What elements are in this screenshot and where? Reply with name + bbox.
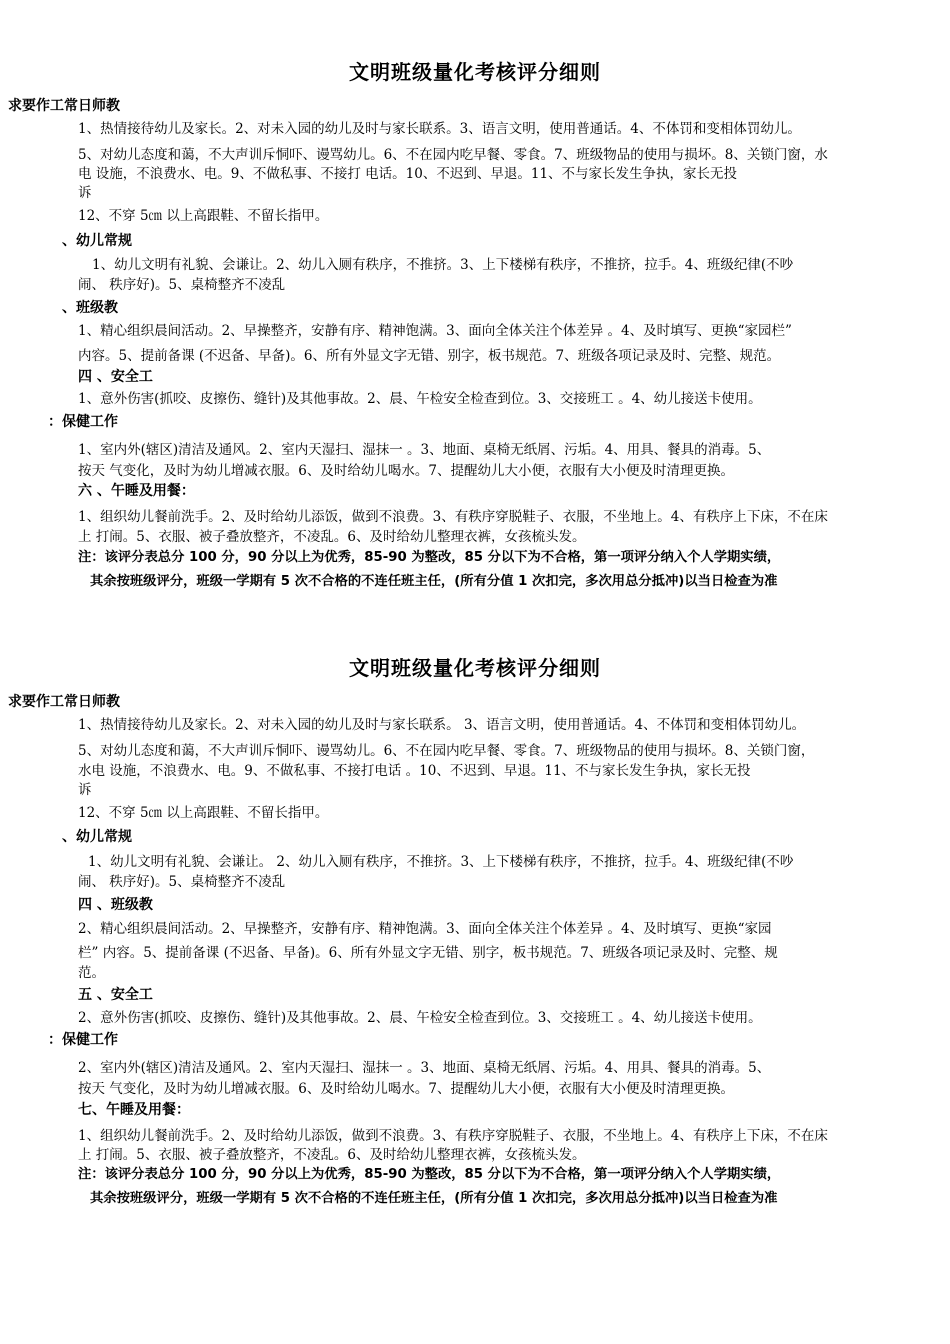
section-heading: 、幼儿常规: [62, 829, 132, 845]
rule-text: 按天 气变化，及时为幼儿增减衣服。6、及时给幼儿喝水。7、提醒幼儿大小便，衣服有大小便及时清理更换。: [78, 1081, 734, 1097]
rule-text: 5、对幼儿态度和蔼，不大声训斥恫吓、谩骂幼儿。6、不在园内吃早餐、零食。7、班级物品的使用与损坏。8、关锁门窗，: [78, 743, 815, 759]
note-text: 注：该评分表总分 100 分，90 分以上为优秀，85-90 为整改，85 分以下为不合格，第一项评分纳入个人学期实绩，: [78, 1167, 781, 1182]
rule-text: 1、精心组织晨间活动。2、早操整齐，安静有序、精神饱满。3、面向全体关注个体差异 。4、及时填写、更换“家园栏”: [78, 323, 792, 339]
rule-text: 12、不穿 5㎝ 以上高跟鞋、不留长指甲。: [78, 208, 329, 224]
rule-text: 1、组织幼儿餐前洗手。2、及时给幼儿添饭，做到不浪费。3、有秩序穿脱鞋子、衣服，不坐地上。4、有秩序上下床，不在床: [78, 509, 828, 525]
section-heading: 、幼儿常规: [62, 233, 132, 249]
rule-text: 按天 气变化，及时为幼儿增减衣服。6、及时给幼儿喝水。7、提醒幼儿大小便，衣服有大小便及时清理更换。: [78, 463, 734, 479]
section-heading: 、班级教: [62, 300, 118, 316]
rule-text: 电 设施，不浪费水、电。9、不做私事、不接打 电话。10、不迟到、早退。11、不与家长发生争执，家长无投: [78, 166, 738, 182]
rule-text: 1、室内外(辖区)清洁及通风。2、室内天湿扫、湿抹一 。3、地面、桌椅无纸屑、污垢。4、用具、餐具的消毒。5、: [78, 442, 771, 458]
section-heading: ：保健工作: [48, 414, 118, 430]
section-heading: 七、午睡及用餐：: [78, 1102, 190, 1118]
rule-text: 1、组织幼儿餐前洗手。2、及时给幼儿添饭，做到不浪费。3、有秩序穿脱鞋子、衣服，不坐地上。4、有秩序上下床，不在床: [78, 1128, 828, 1144]
rule-text: 栏” 内容。5、提前备课 (不迟备、早备)。6、所有外显文字无错、别字，板书规范。7、班级各项记录及时、完整、规: [78, 945, 778, 961]
document-title: 文明班级量化考核评分细则: [349, 656, 601, 680]
rule-text: 5、对幼儿态度和蔼，不大声训斥恫吓、谩骂幼儿。6、不在园内吃早餐、零食。7、班级物品的使用与损坏。8、关锁门窗，水: [78, 147, 828, 163]
section-heading: ：保健工作: [48, 1032, 118, 1048]
rule-text: 内容。5、提前备课 (不迟备、早备)。6、所有外显文字无错、别字，板书规范。7、班级各项记录及时、完整、规范。: [78, 348, 781, 364]
note-text: 注：该评分表总分 100 分，90 分以上为优秀，85-90 为整改，85 分以下为不合格，第一项评分纳入个人学期实绩，: [78, 550, 781, 565]
rule-text: 闹、 秩序好)。5、桌椅整齐不凌乱: [78, 874, 286, 890]
rule-text: 1、热情接待幼儿及家长。2、对未入园的幼儿及时与家长联系。 3、语言文明，使用普通话。4、不体罚和变相体罚幼儿。: [78, 717, 806, 733]
rule-text: 诉: [78, 782, 92, 798]
rule-text: 闹、 秩序好)。5、桌椅整齐不凌乱: [78, 277, 286, 293]
document-title: 文明班级量化考核评分细则: [349, 60, 601, 84]
rule-text: 2、精心组织晨间活动。2、早操整齐，安静有序、精神饱满。3、面向全体关注个体差异 。4、及时填写、更换“家园: [78, 921, 772, 937]
section-heading: 四 、班级教: [78, 897, 153, 913]
rule-text: 诉: [78, 185, 92, 201]
section-heading: 六 、午睡及用餐：: [78, 483, 195, 499]
rule-text: 范。: [78, 965, 105, 981]
rule-text: 1、热情接待幼儿及家长。2、对未入园的幼儿及时与家长联系。3、语言文明，使用普通话。4、不体罚和变相体罚幼儿。: [78, 121, 801, 137]
rule-text: 2、室内外(辖区)清洁及通风。2、室内天湿扫、湿抹一 。3、地面、桌椅无纸屑、污垢。4、用具、餐具的消毒。5、: [78, 1060, 771, 1076]
rule-text: 水电 设施，不浪费水、电。9、不做私事、不接打电话 。10、不迟到、早退。11、不与家长发生争执，家长无投: [78, 763, 751, 779]
section-heading: 求要作工常日师教: [8, 98, 120, 114]
note-text: 其余按班级评分，班级一学期有 5 次不合格的不连任班主任，(所有分值 1 次扣完，多次用总分抵冲)以当日检查为准: [90, 574, 778, 589]
rule-text: 2、意外伤害(抓咬、皮擦伤、缝针)及其他事故。2、晨、午检安全检查到位。3、交接班工 。4、幼儿接送卡使用。: [78, 1010, 762, 1026]
rule-text: 1、幼儿文明有礼貌、会谦让。 2、幼儿入厕有秩序，不推挤。3、上下楼梯有秩序，不推挤，拉手。4、班级纪律(不吵: [88, 854, 794, 870]
section-heading: 四 、安全工: [78, 369, 153, 385]
section-heading: 五 、安全工: [78, 987, 153, 1003]
rule-text: 上 打闹。5、衣服、被子叠放整齐，不凌乱。6、及时给幼儿整理衣裤，女孩梳头发。: [78, 529, 586, 545]
rule-text: 1、意外伤害(抓咬、皮擦伤、缝针)及其他事故。2、晨、午检安全检查到位。3、交接班工 。4、幼儿接送卡使用。: [78, 391, 762, 407]
rule-text: 上 打闹。5、衣服、被子叠放整齐，不凌乱。6、及时给幼儿整理衣裤，女孩梳头发。: [78, 1147, 586, 1163]
section-heading: 求要作工常日师教: [8, 694, 120, 710]
rule-text: 1、幼儿文明有礼貌、会谦让。2、幼儿入厕有秩序，不推挤。3、上下楼梯有秩序，不推挤，拉手。4、班级纪律(不吵: [92, 257, 794, 273]
note-text: 其余按班级评分，班级一学期有 5 次不合格的不连任班主任，(所有分值 1 次扣完，多次用总分抵冲)以当日检查为准: [90, 1191, 778, 1206]
rule-text: 12、不穿 5㎝ 以上高跟鞋、不留长指甲。: [78, 805, 329, 821]
